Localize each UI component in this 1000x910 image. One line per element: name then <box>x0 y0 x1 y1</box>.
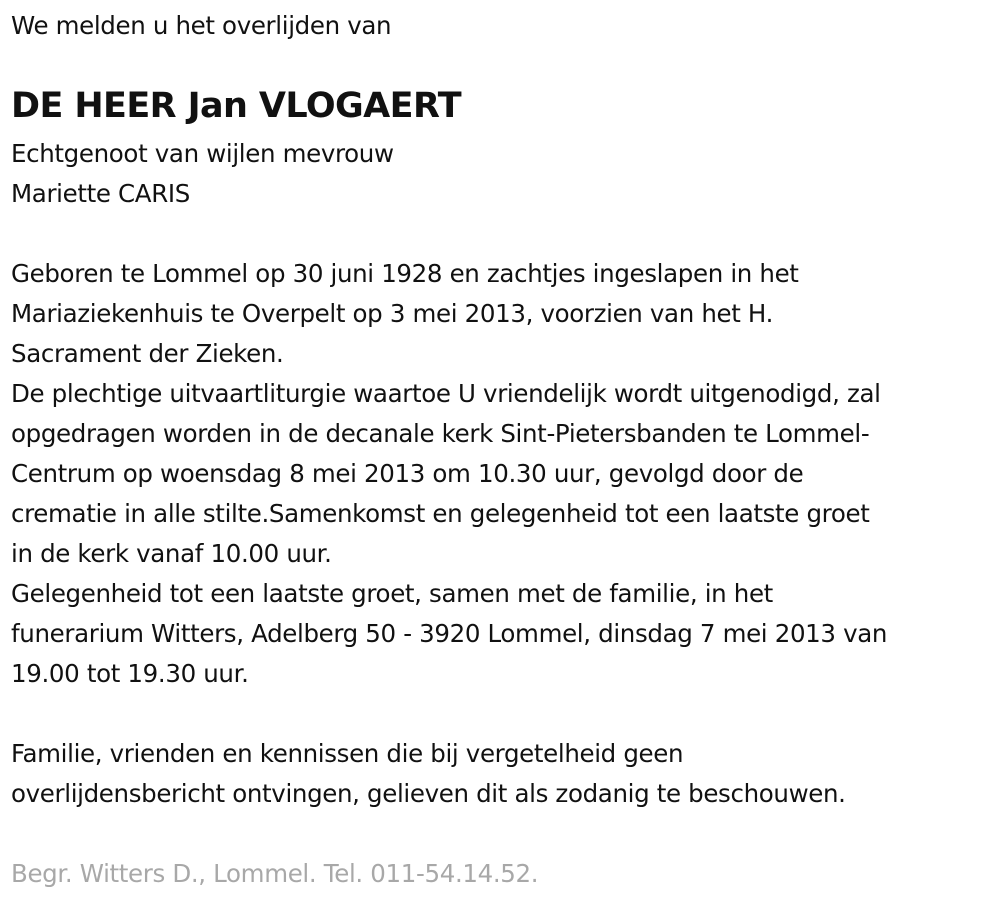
spouse-line: Mariette CARIS <box>11 179 190 208</box>
body-line: opgedragen worden in de decanale kerk Sint-Pietersbanden te Lommel- <box>11 419 870 448</box>
body-line: crematie in alle stilte.Samenkomst en gelegenheid tot een laatste groet <box>11 499 870 528</box>
body-line: De plechtige uitvaartliturgie waartoe U vriendelijk wordt uitgenodigd, zal <box>11 379 881 408</box>
body-line: in de kerk vanaf 10.00 uur. <box>11 539 332 568</box>
spouse-line: Echtgenoot van wijlen mevrouw <box>11 139 394 168</box>
closing-line: Familie, vrienden en kennissen die bij vergetelheid geen <box>11 739 684 768</box>
deceased-name: DE HEER Jan VLOGAERT <box>11 86 462 126</box>
closing-line: overlijdensbericht ontvingen, gelieven dit als zodanig te beschouwen. <box>11 779 846 808</box>
body-line: funerarium Witters, Adelberg 50 - 3920 Lommel, dinsdag 7 mei 2013 van <box>11 619 888 648</box>
notice-body <box>11 254 887 694</box>
funeral-home-footer: Begr. Witters D., Lommel. Tel. 011-54.14.52. <box>11 859 539 888</box>
body-line: Sacrament der Zieken. <box>11 339 284 368</box>
body-line: Centrum op woensdag 8 mei 2013 om 10.30 uur, gevolgd door de <box>11 459 804 488</box>
closing-block <box>11 734 846 814</box>
body-line: 19.00 tot 19.30 uur. <box>11 659 249 688</box>
body-line: Gelegenheid tot een laatste groet, samen met de familie, in het <box>11 579 773 608</box>
spouse-block <box>11 134 394 214</box>
notice-intro: We melden u het overlijden van <box>11 11 392 40</box>
body-line: Geboren te Lommel op 30 juni 1928 en zachtjes ingeslapen in het <box>11 259 799 288</box>
body-line: Mariaziekenhuis te Overpelt op 3 mei 2013, voorzien van het H. <box>11 299 774 328</box>
